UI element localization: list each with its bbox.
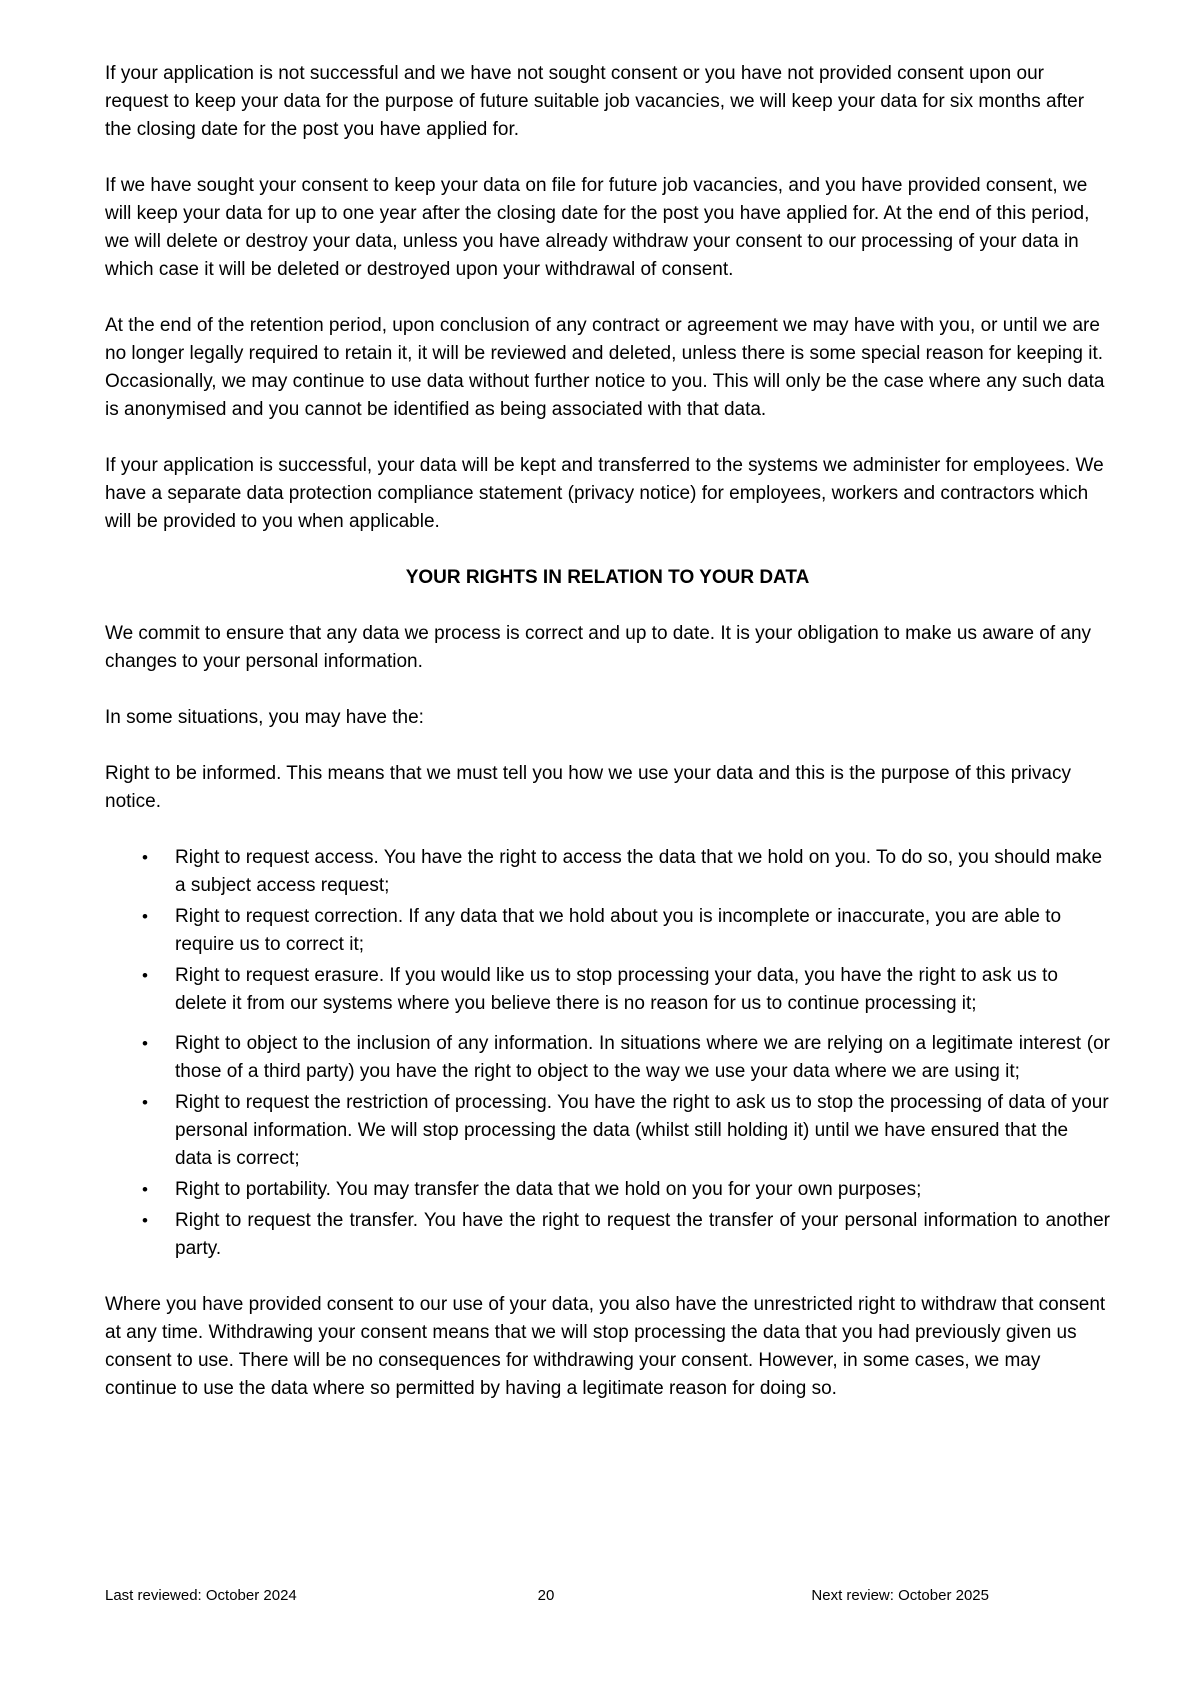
- footer-next-review: Next review: October 2025: [811, 1587, 989, 1604]
- bullet-text: Right to object to the inclusion of any information. In situations where we are relying on a legitimate interest (or those of a third party) you have the right to object to the way we use your data where we are using it;: [175, 1033, 1110, 1082]
- bullet-icon: [142, 1030, 148, 1058]
- footer-last-reviewed: Last reviewed: October 2024: [105, 1587, 297, 1604]
- paragraph-consent-one-year-retention: If we have sought your consent to keep your data on file for future job vacancies, and you have provided consent, we will keep your data for up to one year after the closing date for the post you have applied for. At the end of this period, we will delete or destroy your data, unless you have already withdraw your consent to our processing of your data in which case it will be deleted or destroyed upon your withdrawal of consent.: [105, 175, 1090, 280]
- bullet-text: Right to request the transfer. You have the right to request the transfer of your personal information to another party.: [175, 1210, 1110, 1259]
- bullet-icon: [142, 1089, 148, 1117]
- bullet-icon: [142, 1176, 148, 1204]
- bullet-right-request-erasure: [105, 962, 1110, 1018]
- bullet-right-restriction-of-processing: [105, 1089, 1110, 1173]
- bullet-icon: [142, 844, 148, 872]
- bullet-right-request-correction: [105, 903, 1110, 959]
- bullet-text: Right to request the restriction of processing. You have the right to ask us to stop the processing of data of your personal information. We will stop processing the data (whilst still holding it) until we have ensured that the data is correct;: [175, 1092, 1109, 1169]
- paragraph-data-correct-obligation: We commit to ensure that any data we process is correct and up to date. It is your obligation to make us aware of any changes to your personal information.: [105, 623, 1092, 672]
- paragraph-right-to-be-informed: Right to be informed. This means that we must tell you how we use your data and this is the purpose of this privacy notice.: [105, 763, 1071, 812]
- bullet-right-request-transfer: [105, 1207, 1110, 1263]
- footer-page-number: 20: [537, 1587, 555, 1604]
- paragraph-end-of-retention-period: At the end of the retention period, upon conclusion of any contract or agreement we may have with you, or until we are no longer legally required to retain it, it will be reviewed and deleted, unless there is some special reason for keeping it. Occasionally, we may continue to use data without further notice to you. This will only be the case where any such data is anonymised and you cannot be identified as being associated with that data.: [105, 315, 1105, 420]
- bullet-right-request-access: [105, 844, 1110, 900]
- bullet-icon: [142, 1207, 148, 1235]
- bullet-text: Right to request correction. If any data that we hold about you is incomplete or inaccurate, you are able to require us to correct it;: [175, 906, 1062, 955]
- bullet-icon: [142, 962, 148, 990]
- paragraph-successful-application-transfer: If your application is successful, your data will be kept and transferred to the systems we administer for employees. We have a separate data protection compliance statement (privacy notice) for employees, workers and contractors which will be provided to you when applicable.: [105, 455, 1104, 532]
- page-footer: [0, 1586, 1191, 1610]
- paragraph-unsuccessful-application-retention: If your application is not successful and we have not sought consent or you have not provided consent upon our request to keep your data for the purpose of future suitable job vacancies, we will keep your data for six months after the closing date for the post you have applied for.: [105, 63, 1085, 140]
- bullet-text: Right to portability. You may transfer the data that we hold on you for your own purposes;: [175, 1179, 922, 1200]
- bullet-text: Right to request erasure. If you would like us to stop processing your data, you have the right to ask us to delete it from our systems where you believe there is no reason for us to continue processing it;: [175, 965, 1058, 1014]
- rights-bullet-list: [105, 844, 1110, 1263]
- document-body: [105, 60, 1110, 1431]
- bullet-icon: [142, 903, 148, 931]
- paragraph-withdraw-consent: Where you have provided consent to our use of your data, you also have the unrestricted right to withdraw that consent at any time. Withdrawing your consent means that we will stop processing the data that you had previously given us consent to use. There will be no consequences for withdrawing your consent. However, in some cases, we may continue to use the data where so permitted by having a legitimate reason for doing so.: [105, 1294, 1106, 1399]
- bullet-right-to-portability: [105, 1176, 1110, 1204]
- bullet-text: Right to request access. You have the right to access the data that we hold on you. To do so, you should make a subject access request;: [175, 847, 1103, 896]
- bullet-right-to-object: [105, 1030, 1110, 1086]
- paragraph-in-some-situations: In some situations, you may have the:: [105, 707, 424, 728]
- section-heading-your-rights: YOUR RIGHTS IN RELATION TO YOUR DATA: [405, 567, 810, 588]
